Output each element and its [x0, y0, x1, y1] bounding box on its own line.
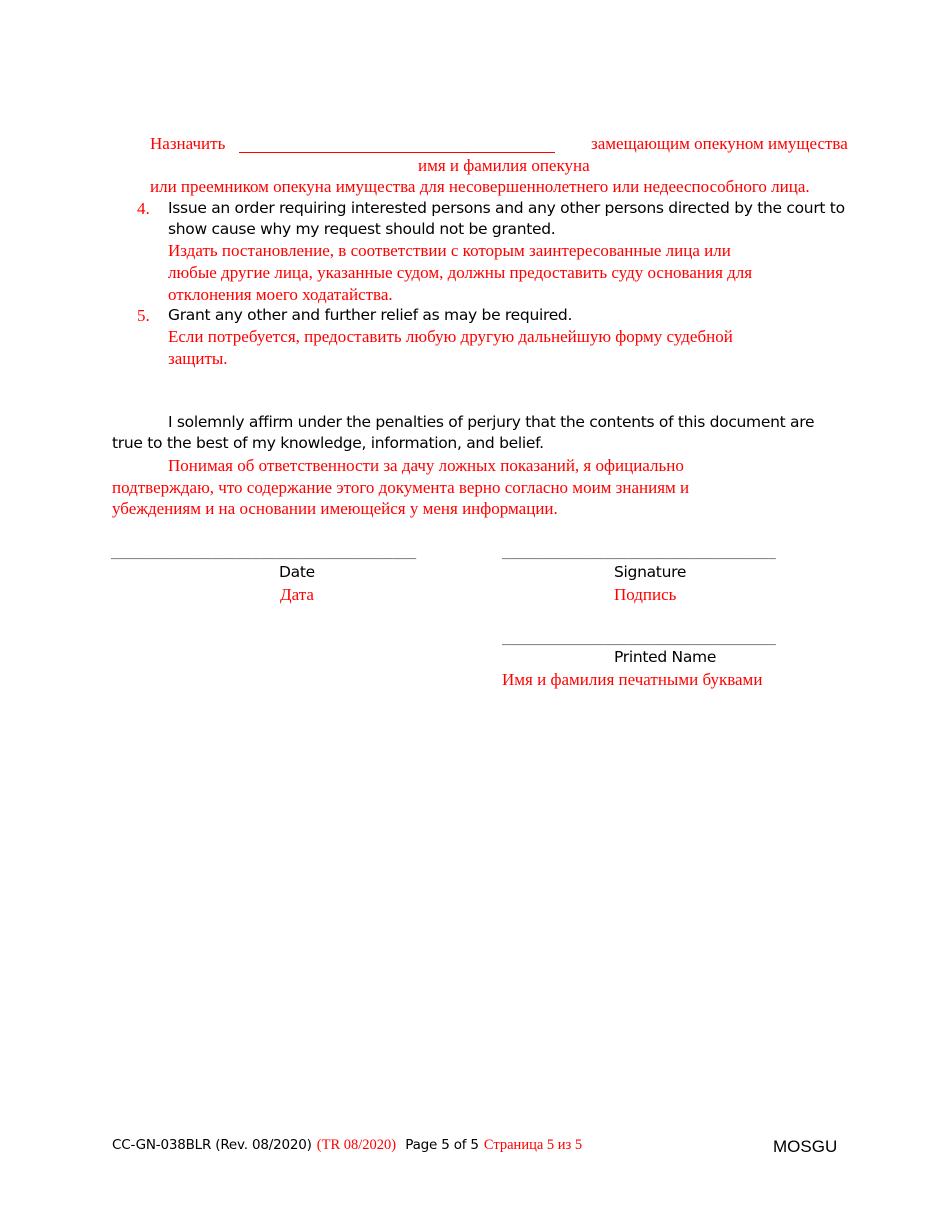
item-5-ru-line1: Если потребуется, предоставить любую другую дальнейшую форму судебной [168, 327, 733, 346]
page-number-en: Page 5 of 5 [405, 1137, 479, 1153]
item-5-ru-line2: защиты. [168, 349, 228, 368]
translation-rev: (TR 08/2020) [316, 1137, 397, 1153]
appoint-prefix: Назначить [150, 134, 226, 153]
page-number-ru: Страница 5 из 5 [483, 1137, 583, 1153]
affirmation-ru-line2: подтверждаю, что содержание этого документа верно согласно моим знаниям и [112, 478, 690, 497]
printed-name-label-ru: Имя и фамилия печатными буквами [502, 670, 763, 689]
signature-label-ru: Подпись [614, 585, 677, 604]
item-5-number: 5. [137, 306, 150, 325]
affirmation-en-line1: I solemnly affirm under the penalties of perjury that the contents of this document are [168, 413, 815, 431]
item-4-ru-line2: любые другие лица, указанные судом, должны предоставить суду основания для [168, 263, 753, 282]
date-label-ru: Дата [280, 585, 314, 604]
form-id: CC-GN-038BLR (Rev. 08/2020) [112, 1137, 312, 1153]
item-4-en-line1: Issue an order requiring interested persons and any other persons directed by the court to [168, 199, 845, 217]
printed-name-label-en: Printed Name [614, 648, 717, 666]
item-4-ru-line3: отклонения моего ходатайства. [168, 285, 393, 304]
date-line: _______________________________________ [111, 545, 417, 560]
printed-name-line: ___________________________________ [502, 631, 776, 646]
form-code: MOSGU [773, 1137, 838, 1156]
item-4-en-line2: show cause why my request should not be granted. [168, 220, 556, 238]
signature-line: ___________________________________ [502, 545, 776, 560]
appoint-line2: или преемником опекуна имущества для несовершеннолетнего или недееспособного лица. [150, 177, 810, 196]
item-4-number: 4. [137, 199, 150, 218]
footer [112, 1134, 582, 1154]
affirmation-ru-line1: Понимая об ответственности за дачу ложных показаний, я официально [168, 456, 684, 475]
affirmation-en-line2: true to the best of my knowledge, information, and belief. [112, 434, 544, 452]
guardian-name-blank [239, 152, 555, 153]
affirmation-ru-line3: убеждениям и на основании имеющейся у меня информации. [112, 499, 558, 518]
signature-label-en: Signature [614, 563, 687, 581]
guardian-name-caption: имя и фамилия опекуна [418, 156, 590, 175]
item-4-ru-line1: Издать постановление, в соответствии с которым заинтересованные лица или [168, 241, 731, 260]
appoint-suffix: замещающим опекуном имущества [591, 134, 848, 153]
item-5-en-line1: Grant any other and further relief as may be required. [168, 306, 573, 324]
date-label-en: Date [279, 563, 315, 581]
